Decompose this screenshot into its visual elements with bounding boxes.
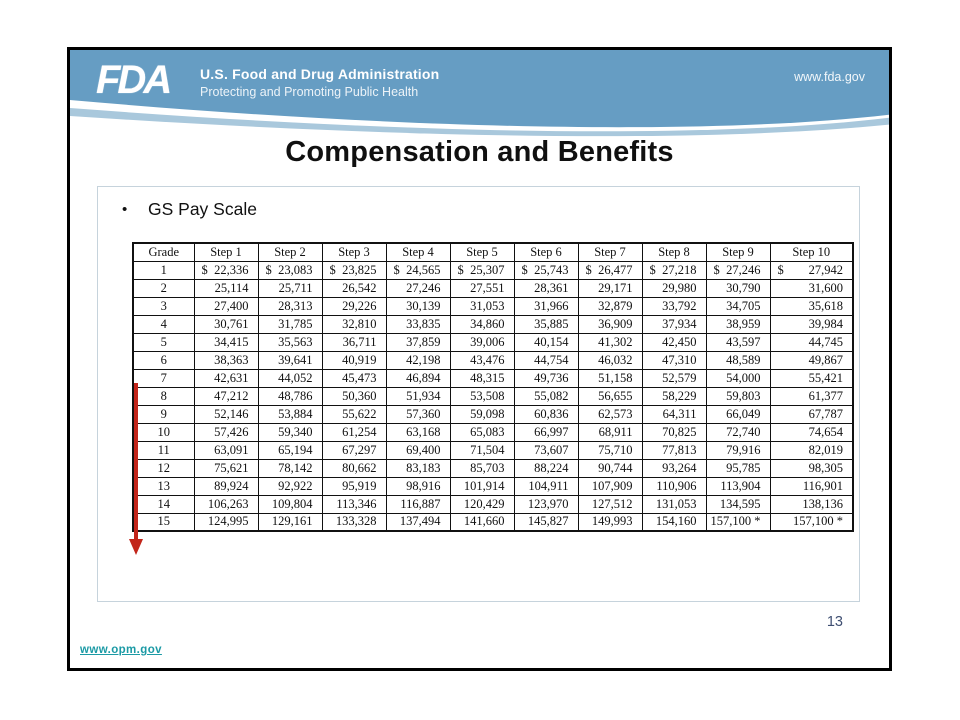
salary-cell: 93,264 xyxy=(642,459,706,477)
salary-cell: 48,315 xyxy=(450,369,514,387)
salary-cell: 78,142 xyxy=(258,459,322,477)
salary-cell: 55,421 xyxy=(770,369,853,387)
salary-cell: 80,662 xyxy=(322,459,386,477)
salary-cell: 55,082 xyxy=(514,387,578,405)
salary-cell: 39,641 xyxy=(258,351,322,369)
slide xyxy=(67,47,892,671)
table-header-row xyxy=(133,243,853,261)
salary-cell: 157,100 * xyxy=(770,513,853,531)
salary-cell: 137,494 xyxy=(386,513,450,531)
salary-cell: 77,813 xyxy=(642,441,706,459)
salary-cell: 62,573 xyxy=(578,405,642,423)
salary-cell: 104,911 xyxy=(514,477,578,495)
grade-cell: 6 xyxy=(133,351,194,369)
salary-cell: 61,254 xyxy=(322,423,386,441)
salary-cell: 36,711 xyxy=(322,333,386,351)
salary-cell: 89,924 xyxy=(194,477,258,495)
salary-cell: 43,476 xyxy=(450,351,514,369)
salary-cell: 116,901 xyxy=(770,477,853,495)
table-wrap xyxy=(132,242,854,532)
salary-cell: 107,909 xyxy=(578,477,642,495)
salary-cell: 31,966 xyxy=(514,297,578,315)
salary-cell: 48,786 xyxy=(258,387,322,405)
salary-cell: 34,705 xyxy=(706,297,770,315)
salary-cell: 44,052 xyxy=(258,369,322,387)
salary-cell: 138,136 xyxy=(770,495,853,513)
salary-cell: 52,579 xyxy=(642,369,706,387)
page-number: 13 xyxy=(826,614,843,630)
salary-cell: 79,916 xyxy=(706,441,770,459)
salary-cell: 50,360 xyxy=(322,387,386,405)
salary-cell: 29,226 xyxy=(322,297,386,315)
salary-cell: 154,160 xyxy=(642,513,706,531)
salary-cell: 149,993 xyxy=(578,513,642,531)
salary-cell: 92,922 xyxy=(258,477,322,495)
salary-cell: 44,745 xyxy=(770,333,853,351)
salary-cell: 75,621 xyxy=(194,459,258,477)
fda-website: www.fda.gov xyxy=(794,70,865,84)
salary-cell: 116,887 xyxy=(386,495,450,513)
salary-cell: 25,114 xyxy=(194,279,258,297)
salary-cell: 110,906 xyxy=(642,477,706,495)
table-body xyxy=(133,261,853,531)
salary-cell: 83,183 xyxy=(386,459,450,477)
salary-cell: 49,867 xyxy=(770,351,853,369)
salary-cell: 56,655 xyxy=(578,387,642,405)
salary-cell: 65,083 xyxy=(450,423,514,441)
header-wave-graphic xyxy=(70,50,889,146)
salary-cell: 35,563 xyxy=(258,333,322,351)
table-row xyxy=(133,369,853,387)
salary-cell: 106,263 xyxy=(194,495,258,513)
salary-cell: 49,736 xyxy=(514,369,578,387)
grade-cell: 4 xyxy=(133,315,194,333)
salary-cell: 38,363 xyxy=(194,351,258,369)
salary-cell: 98,916 xyxy=(386,477,450,495)
fda-logo: FDA xyxy=(96,58,170,102)
salary-cell: 41,302 xyxy=(578,333,642,351)
salary-cell: 27,400 xyxy=(194,297,258,315)
grade-cell: 11 xyxy=(133,441,194,459)
salary-cell: 53,884 xyxy=(258,405,322,423)
salary-cell: 85,703 xyxy=(450,459,514,477)
salary-cell: 98,305 xyxy=(770,459,853,477)
grade-cell: 5 xyxy=(133,333,194,351)
table-column-header: Step 9 xyxy=(706,243,770,261)
salary-cell: 71,504 xyxy=(450,441,514,459)
salary-cell: 51,934 xyxy=(386,387,450,405)
salary-cell: 123,970 xyxy=(514,495,578,513)
salary-cell: 35,885 xyxy=(514,315,578,333)
agency-tagline: Protecting and Promoting Public Health xyxy=(200,85,419,99)
opm-link[interactable]: www.opm.gov xyxy=(80,644,162,656)
bullet-text: GS Pay Scale xyxy=(148,199,257,219)
salary-cell: 60,836 xyxy=(514,405,578,423)
table-column-header: Step 4 xyxy=(386,243,450,261)
salary-cell: 59,803 xyxy=(706,387,770,405)
salary-cell: $ 25,743 xyxy=(514,261,578,279)
salary-cell: 42,631 xyxy=(194,369,258,387)
page-title: Compensation and Benefits xyxy=(285,136,674,168)
salary-cell: 57,360 xyxy=(386,405,450,423)
salary-cell: 73,607 xyxy=(514,441,578,459)
salary-cell: 63,168 xyxy=(386,423,450,441)
salary-cell: 95,785 xyxy=(706,459,770,477)
salary-cell: 54,000 xyxy=(706,369,770,387)
salary-cell: 134,595 xyxy=(706,495,770,513)
salary-cell: 26,542 xyxy=(322,279,386,297)
salary-cell: 46,894 xyxy=(386,369,450,387)
salary-cell: 28,313 xyxy=(258,297,322,315)
salary-cell: 95,919 xyxy=(322,477,386,495)
salary-cell: 157,100 * xyxy=(706,513,770,531)
salary-cell: $ 27,942 xyxy=(770,261,853,279)
salary-cell: 42,450 xyxy=(642,333,706,351)
table-row xyxy=(133,297,853,315)
content-box xyxy=(97,186,860,602)
salary-cell: 34,860 xyxy=(450,315,514,333)
salary-cell: 28,361 xyxy=(514,279,578,297)
salary-cell: 120,429 xyxy=(450,495,514,513)
salary-cell: 72,740 xyxy=(706,423,770,441)
table-column-header: Step 10 xyxy=(770,243,853,261)
grade-cell: 3 xyxy=(133,297,194,315)
salary-cell: 27,551 xyxy=(450,279,514,297)
salary-cell: 43,597 xyxy=(706,333,770,351)
salary-cell: 113,904 xyxy=(706,477,770,495)
salary-cell: 64,311 xyxy=(642,405,706,423)
salary-cell: 57,426 xyxy=(194,423,258,441)
salary-cell: 45,473 xyxy=(322,369,386,387)
table-column-header: Step 6 xyxy=(514,243,578,261)
salary-cell: 67,297 xyxy=(322,441,386,459)
salary-cell: 31,785 xyxy=(258,315,322,333)
salary-cell: 59,098 xyxy=(450,405,514,423)
grade-cell: 14 xyxy=(133,495,194,513)
grade-cell: 8 xyxy=(133,387,194,405)
salary-cell: 27,246 xyxy=(386,279,450,297)
salary-cell: 42,198 xyxy=(386,351,450,369)
table-column-header: Step 8 xyxy=(642,243,706,261)
table-column-header: Step 3 xyxy=(322,243,386,261)
salary-cell: $ 23,825 xyxy=(322,261,386,279)
table-row xyxy=(133,441,853,459)
salary-cell: 47,212 xyxy=(194,387,258,405)
table-row xyxy=(133,459,853,477)
bullet-item xyxy=(122,199,257,220)
salary-cell: $ 23,083 xyxy=(258,261,322,279)
salary-cell: 35,618 xyxy=(770,297,853,315)
salary-cell: $ 26,477 xyxy=(578,261,642,279)
salary-cell: 46,032 xyxy=(578,351,642,369)
grade-cell: 15 xyxy=(133,513,194,531)
salary-cell: 38,959 xyxy=(706,315,770,333)
salary-cell: 33,835 xyxy=(386,315,450,333)
table-row xyxy=(133,495,853,513)
table-column-header: Step 2 xyxy=(258,243,322,261)
salary-cell: 82,019 xyxy=(770,441,853,459)
table-row xyxy=(133,315,853,333)
salary-cell: 39,984 xyxy=(770,315,853,333)
grade-range-arrow-icon xyxy=(129,383,143,555)
salary-cell: 109,804 xyxy=(258,495,322,513)
salary-cell: 51,158 xyxy=(578,369,642,387)
salary-cell: 66,997 xyxy=(514,423,578,441)
grade-cell: 1 xyxy=(133,261,194,279)
table-row xyxy=(133,513,853,531)
salary-cell: 65,194 xyxy=(258,441,322,459)
salary-cell: 32,810 xyxy=(322,315,386,333)
salary-cell: 29,171 xyxy=(578,279,642,297)
salary-cell: 36,909 xyxy=(578,315,642,333)
salary-cell: $ 22,336 xyxy=(194,261,258,279)
agency-block xyxy=(200,66,439,99)
salary-cell: 101,914 xyxy=(450,477,514,495)
table-row xyxy=(133,351,853,369)
table-column-header: Step 1 xyxy=(194,243,258,261)
table-row xyxy=(133,333,853,351)
salary-cell: 67,787 xyxy=(770,405,853,423)
salary-cell: 129,161 xyxy=(258,513,322,531)
grade-cell: 2 xyxy=(133,279,194,297)
table-column-header: Step 5 xyxy=(450,243,514,261)
salary-cell: 63,091 xyxy=(194,441,258,459)
salary-cell: 48,589 xyxy=(706,351,770,369)
salary-cell: 74,654 xyxy=(770,423,853,441)
salary-cell: 30,790 xyxy=(706,279,770,297)
salary-cell: 59,340 xyxy=(258,423,322,441)
gs-pay-table xyxy=(132,242,854,532)
salary-cell: 33,792 xyxy=(642,297,706,315)
salary-cell: 145,827 xyxy=(514,513,578,531)
salary-cell: 88,224 xyxy=(514,459,578,477)
table-row xyxy=(133,423,853,441)
salary-cell: 39,006 xyxy=(450,333,514,351)
grade-cell: 7 xyxy=(133,369,194,387)
salary-cell: 124,995 xyxy=(194,513,258,531)
salary-cell: 31,053 xyxy=(450,297,514,315)
table-column-header: Step 7 xyxy=(578,243,642,261)
salary-cell: 25,711 xyxy=(258,279,322,297)
salary-cell: 30,139 xyxy=(386,297,450,315)
salary-cell: 69,400 xyxy=(386,441,450,459)
salary-cell: 40,919 xyxy=(322,351,386,369)
salary-cell: $ 25,307 xyxy=(450,261,514,279)
salary-cell: 113,346 xyxy=(322,495,386,513)
salary-cell: $ 27,218 xyxy=(642,261,706,279)
salary-cell: 30,761 xyxy=(194,315,258,333)
table-column-header: Grade xyxy=(133,243,194,261)
salary-cell: 37,934 xyxy=(642,315,706,333)
salary-cell: 131,053 xyxy=(642,495,706,513)
salary-cell: 31,600 xyxy=(770,279,853,297)
table-row xyxy=(133,279,853,297)
table-row xyxy=(133,387,853,405)
table-row xyxy=(133,261,853,279)
salary-cell: 55,622 xyxy=(322,405,386,423)
salary-cell: 53,508 xyxy=(450,387,514,405)
salary-cell: 141,660 xyxy=(450,513,514,531)
header-band xyxy=(70,50,889,146)
salary-cell: 40,154 xyxy=(514,333,578,351)
salary-cell: 37,859 xyxy=(386,333,450,351)
salary-cell: 70,825 xyxy=(642,423,706,441)
agency-name: U.S. Food and Drug Administration xyxy=(200,66,440,82)
grade-cell: 13 xyxy=(133,477,194,495)
salary-cell: 90,744 xyxy=(578,459,642,477)
salary-cell: 47,310 xyxy=(642,351,706,369)
salary-cell: 32,879 xyxy=(578,297,642,315)
salary-cell: 61,377 xyxy=(770,387,853,405)
salary-cell: 52,146 xyxy=(194,405,258,423)
grade-cell: 12 xyxy=(133,459,194,477)
bullet-icon: • xyxy=(122,201,128,218)
salary-cell: 29,980 xyxy=(642,279,706,297)
salary-cell: 66,049 xyxy=(706,405,770,423)
salary-cell: $ 27,246 xyxy=(706,261,770,279)
table-row xyxy=(133,405,853,423)
grade-cell: 10 xyxy=(133,423,194,441)
salary-cell: 127,512 xyxy=(578,495,642,513)
salary-cell: 68,911 xyxy=(578,423,642,441)
salary-cell: 44,754 xyxy=(514,351,578,369)
salary-cell: 34,415 xyxy=(194,333,258,351)
salary-cell: 133,328 xyxy=(322,513,386,531)
salary-cell: 75,710 xyxy=(578,441,642,459)
salary-cell: 58,229 xyxy=(642,387,706,405)
grade-cell: 9 xyxy=(133,405,194,423)
table-row xyxy=(133,477,853,495)
salary-cell: $ 24,565 xyxy=(386,261,450,279)
